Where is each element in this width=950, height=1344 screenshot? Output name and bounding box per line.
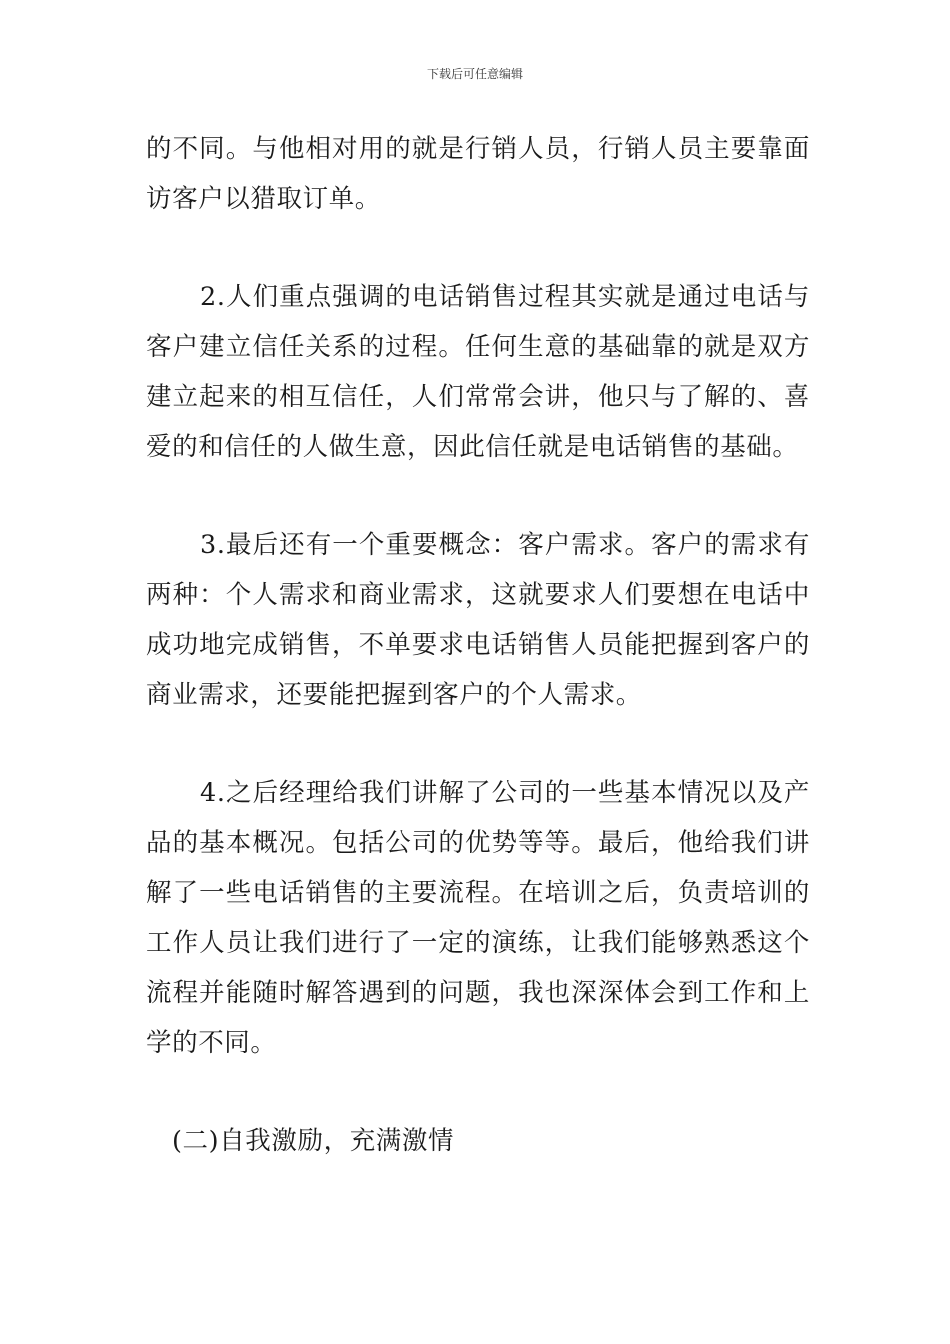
paragraph-item-4: 4.之后经理给我们讲解了公司的一些基本情况以及产品的基本概况。包括公司的优势等等。最后，他给我们讲解了一些电话销售的主要流程。在培训之后，负责培训的工作人员让我们进行了一定的演练，让我们能够熟悉这个流程并能随时解答遇到的问题，我也深深体会到工作和上学的不同。 [146, 778, 810, 1058]
paragraph-continuation: 的不同。与他相对用的就是行销人员，行销人员主要靠面访客户以猎取订单。 [146, 134, 810, 214]
paragraph-item-3: 3.最后还有一个重要概念：客户需求。客户的需求有两种：个人需求和商业需求，这就要求人们要想在电话中成功地完成销售，不单要求电话销售人员能把握到客户的商业需求，还要能把握到客户的个人需求。 [146, 530, 810, 710]
paragraph-item-2: 2.人们重点强调的电话销售过程其实就是通过电话与客户建立信任关系的过程。任何生意的基础靠的就是双方建立起来的相互信任，人们常常会讲，他只与了解的、喜爱的和信任的人做生意，因此信任就是电话销售的基础。 [146, 282, 810, 462]
page-header-note: 下载后可任意编辑 [426, 67, 523, 81]
document-body [146, 124, 810, 1166]
section-subheading: (二)自我激励，充满激情 [172, 1126, 455, 1156]
